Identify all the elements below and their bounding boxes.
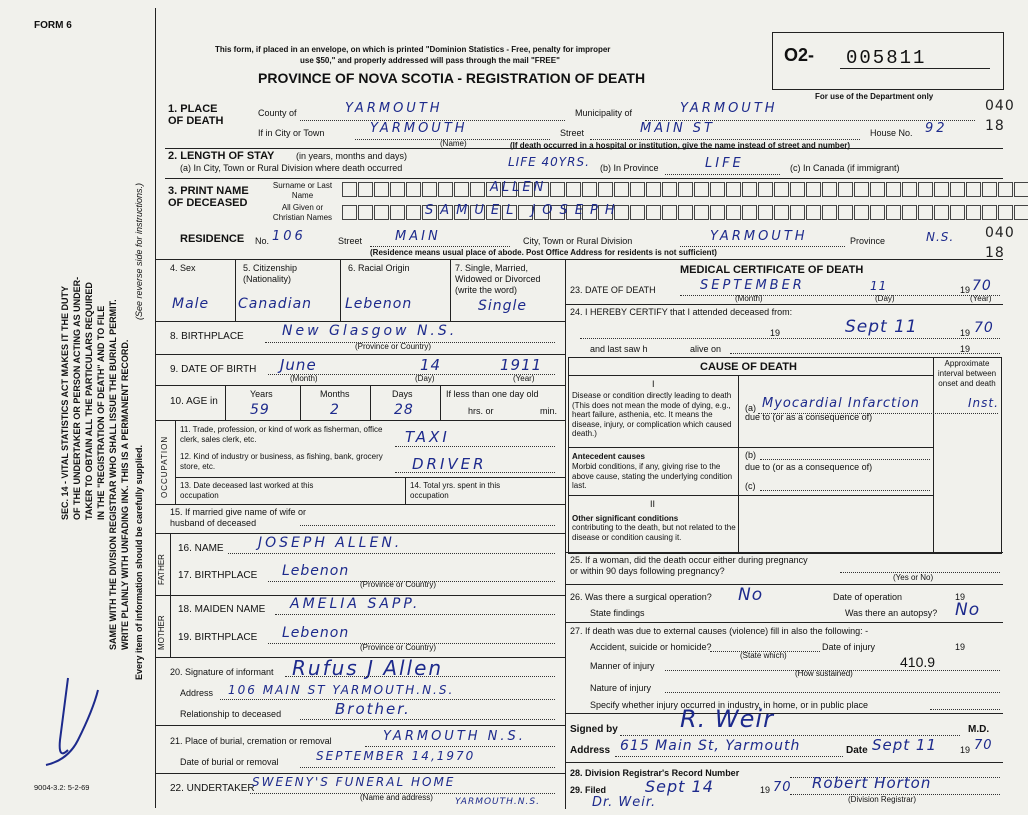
sign-date: Sept 11 — [872, 736, 938, 754]
injury-date-label: Date of injury — [822, 642, 876, 652]
residence-note: (Residence means usual place of abode. Post Office Address for residents is not sufficient) — [370, 248, 717, 257]
reg-number: 005811 — [846, 47, 927, 69]
reg-prefix: O2- — [784, 45, 815, 65]
stay-b-label: (b) In Province — [600, 163, 659, 173]
due-to-2: due to (or as a consequence of) — [745, 462, 873, 472]
op-date-label: Date of operation — [833, 592, 903, 602]
father-name-label: 16. NAME — [178, 543, 224, 554]
grid-v1 — [235, 259, 236, 321]
dept-use: For use of the Department only — [815, 92, 934, 101]
sidebar-line7: Every item of information should be carefully supplied. — [134, 444, 144, 680]
certify-year-prefix: 19 — [770, 328, 781, 338]
occupation-side-rule — [175, 420, 176, 504]
mother-birthplace-label: 19. BIRTHPLACE — [178, 632, 258, 643]
autopsy-label: Was there an autopsy? — [845, 608, 938, 618]
county-value: YARMOUTH — [345, 101, 443, 116]
sidebar-line4: IN THE "REGISTRATION OF DEATH" AND TO FILE — [96, 305, 106, 520]
given-label: All Given or Christian Names — [272, 203, 333, 222]
notice-line2: use $50," and properly addressed will pass through the mail "FREE" — [300, 56, 560, 65]
informant-label: 20. Signature of informant — [170, 667, 274, 677]
rule-25 — [565, 552, 1003, 553]
manner-value: 410.9 — [900, 654, 936, 670]
sex-label: 4. Sex — [170, 263, 196, 273]
citizenship-label: 5. Citizenship (Nationality) — [243, 263, 298, 284]
dob-year-caption: (Year) — [513, 374, 535, 383]
sidebar-line5: SAME WITH THE DIVISION REGISTRAR WHO SHALL ISSUE THE BURIAL PERMIT. — [108, 299, 118, 650]
marital-value: Single — [478, 298, 528, 314]
undertaker-city: YARMOUTH.N.S. — [455, 797, 540, 807]
sidebar-line1: SEC. 14 - VITAL STATISTICS ACT MAKES IT THE DUTY — [60, 285, 70, 520]
days-label: Days — [392, 389, 413, 399]
citizenship-value: Canadian — [238, 296, 313, 312]
mother-side-label: MOTHER — [157, 615, 166, 650]
burial-place-rule — [365, 746, 555, 747]
city-value: YARMOUTH — [370, 121, 468, 136]
province-label: Province — [850, 236, 886, 246]
stay-label: 2. LENGTH OF STAY — [168, 150, 275, 162]
alive-label: alive on — [690, 344, 722, 354]
rule-after-place — [165, 148, 1003, 149]
q26: 26. Was there a surgical operation? — [570, 592, 712, 602]
notice-line1: This form, if placed in an envelope, on which is printed "Dominion Statistics - Free, penalty for improper — [215, 45, 611, 54]
filed-value: Sept 14 — [645, 777, 714, 796]
rule-top-grid — [155, 259, 1003, 260]
spouse-label: 15. If married give name of wife or husband of deceased — [170, 507, 307, 528]
other-desc: contributing to the death, but not related to the disease or condition causing it. — [572, 523, 736, 542]
age-v3 — [370, 385, 371, 420]
house-label: House No. — [870, 128, 913, 138]
cause-h3 — [568, 495, 933, 496]
cause-v2 — [933, 357, 934, 552]
spouse-rule — [300, 525, 555, 526]
informant-rule — [285, 676, 555, 677]
cause-c-rule — [760, 490, 930, 491]
death-month-caption: (Month) — [735, 294, 763, 303]
min-label: min. — [540, 406, 558, 416]
nature-label: Nature of injury — [590, 683, 652, 693]
death-year-caption: (Year) — [970, 294, 992, 303]
cause-a-label: (a) — [745, 403, 756, 413]
specify-label: Specify whether injury occurred in industry, in home, or in public place — [590, 700, 868, 710]
rule-signed — [565, 713, 1003, 714]
certify-label: 24. I HEREBY CERTIFY that I attended deceased from: — [570, 307, 793, 317]
age-v1 — [225, 385, 226, 420]
accident-label: Accident, suicide or homicide? — [590, 642, 712, 652]
industry-label: 12. Kind of industry or business, as fishing, bank, grocery store, etc. — [180, 452, 383, 471]
cause-h1 — [568, 375, 933, 376]
death-date-year: 70 — [972, 278, 992, 294]
death-date-month: SEPTEMBER — [700, 278, 805, 293]
residence-street-rule — [370, 246, 510, 247]
cause-a-value: Myocardial Infarction — [762, 396, 920, 411]
sex-value: Male — [172, 296, 210, 312]
house-value: 92 — [925, 121, 948, 136]
sidebar-line3: TAKER TO OBTAIN ALL THE PARTICULARS REQUIRED — [84, 282, 94, 520]
name-caption: (Name) — [440, 139, 467, 148]
last-saw-label: and last saw h — [590, 344, 648, 354]
autopsy-value: No — [955, 600, 981, 620]
rule-16 — [155, 533, 565, 534]
stay-a-value: LIFE 40YRS. — [508, 155, 590, 169]
interval-label: Approximate interval between onset and death — [937, 359, 997, 388]
rule-11 — [155, 420, 565, 421]
op-year-prefix: 19 — [955, 592, 966, 602]
q26-value: No — [738, 585, 764, 605]
manner-label: Manner of injury — [590, 661, 655, 671]
injury-year-prefix: 19 — [955, 642, 966, 652]
mother-birthplace: Lebenon — [282, 625, 350, 641]
years-label: Years — [250, 389, 273, 399]
md-label: M.D. — [968, 724, 990, 735]
hospital-note: (If death occurred in a hospital or institution, give the name instead of street and number) — [510, 141, 851, 150]
dob-year: 1911 — [500, 356, 543, 374]
sign-year-prefix: 19 — [960, 745, 971, 755]
stay-a-label: (a) In City, Town or Rural Division where death occurred — [180, 163, 403, 173]
signed-label: Signed by — [570, 724, 618, 735]
undertaker-caption: (Name and address) — [360, 793, 433, 802]
attended-year: 70 — [974, 320, 994, 336]
rule-13 — [175, 477, 565, 478]
informant-address-label: Address — [180, 688, 214, 698]
surname-cells — [342, 182, 1028, 197]
residence-city-label: City, Town or Rural Division — [523, 236, 633, 246]
father-birthplace: Lebenon — [282, 563, 350, 579]
street-label: Street — [560, 128, 585, 138]
handwritten-mark — [38, 670, 118, 770]
rule-15 — [155, 504, 565, 505]
rule-8 — [155, 321, 565, 322]
trade-label: 11. Trade, profession, or kind of work as fisherman, office clerk, sales clerk, etc. — [180, 425, 383, 444]
alive-year-prefix: 19 — [960, 344, 971, 354]
column-divider — [565, 259, 566, 809]
grid-v3 — [450, 259, 451, 321]
months-label: Months — [320, 389, 350, 399]
burial-place: YARMOUTH N.S. — [383, 729, 526, 744]
last-worked-label: 13. Date deceased last worked at this occupation — [180, 481, 314, 500]
rule-26 — [565, 584, 1003, 585]
rule-14-v — [405, 477, 406, 504]
occupation-side-label: OCCUPATION — [160, 435, 169, 498]
marital-label: 7. Single, Married, Widowed or Divorced (write the word) — [455, 263, 541, 295]
racial-value: Lebenon — [345, 296, 413, 312]
stay-b-value: LIFE — [705, 156, 744, 171]
address-rule — [615, 756, 843, 757]
q29: 29. Filed — [570, 785, 607, 795]
industry-rule — [395, 472, 555, 473]
antecedent-desc: Morbid conditions, if any, giving rise to the above cause, stating the underlying condition last. — [572, 462, 733, 490]
rule-27 — [565, 622, 1003, 623]
dr-weir: Dr. Weir. — [592, 795, 657, 810]
maiden-rule — [275, 614, 555, 615]
mother-caption: (Province or Country) — [360, 643, 437, 652]
given-value: SAMUEL JOSEPH — [425, 203, 622, 218]
sign-date-label: Date — [846, 745, 868, 756]
roman-2: II — [650, 499, 656, 509]
death-date-day: 11 — [870, 279, 888, 293]
rule-24 — [565, 304, 1003, 305]
rule-28 — [565, 762, 1003, 763]
other-label: Other significant conditions — [572, 514, 679, 523]
industry-value: DRIVER — [412, 455, 487, 473]
relationship-label: Relationship to deceased — [180, 709, 282, 719]
residence-street: MAIN — [395, 229, 441, 244]
city-label: If in City or Town — [258, 128, 325, 138]
specify-rule — [930, 709, 1000, 710]
informant-address: 106 MAIN ST YARMOUTH.N.S. — [228, 683, 455, 697]
father-caption: (Province or Country) — [360, 580, 437, 589]
due-to-1: due to (or as a consequence of) — [745, 412, 873, 422]
street-rule — [590, 139, 860, 140]
reg-number-rule — [840, 68, 990, 69]
dob-month: June — [280, 356, 317, 374]
form-title: PROVINCE OF NOVA SCOTIA - REGISTRATION OF DEATH — [258, 70, 646, 86]
relationship-rule — [300, 719, 555, 720]
q28: 28. Division Registrar's Record Number — [570, 768, 740, 778]
form-number: FORM 6 — [34, 20, 72, 31]
left-margin-rule — [155, 8, 156, 808]
stay-sub: (in years, months and days) — [296, 151, 408, 161]
father-name: JOSEPH ALLEN. — [258, 535, 403, 551]
informant-signature: Rufus J Allen — [292, 656, 444, 680]
certify-rule — [580, 338, 1000, 339]
age-v4 — [440, 385, 441, 420]
residence-city: YARMOUTH — [710, 229, 808, 244]
cause-h2 — [568, 447, 933, 448]
undertaker-label: 22. UNDERTAKER — [170, 783, 255, 794]
cause-v1 — [738, 375, 739, 552]
q25: 25. If a woman, did the death occur either during pregnancy or within 90 days following pregnancy? — [570, 555, 808, 576]
sign-year: 70 — [974, 738, 993, 753]
age-v2 — [300, 385, 301, 420]
address-label: Address — [570, 745, 611, 756]
rule-22 — [155, 773, 565, 774]
surname-value: ALLEN — [490, 180, 547, 195]
antecedent-label: Antecedent causes — [572, 452, 645, 461]
registrar-caption: (Division Registrar) — [848, 795, 917, 804]
cause-c-label: (c) — [745, 481, 756, 491]
less-label: If less than one day old — [446, 389, 539, 399]
print-code: 9004-3.2: 5-2-69 — [34, 783, 90, 792]
death-date-label: 23. DATE OF DEATH — [570, 285, 656, 295]
nature-rule — [665, 692, 1000, 693]
burial-date: SEPTEMBER 14,1970 — [316, 749, 476, 763]
days-value: 28 — [394, 402, 414, 418]
burial-date-rule — [300, 767, 555, 768]
burial-place-label: 21. Place of burial, cremation or removal — [170, 736, 332, 746]
surname-label: Surname or Last Name — [272, 181, 333, 200]
residence-city-rule — [680, 246, 845, 247]
stay-b-rule — [665, 174, 780, 175]
rule-after-stay — [165, 178, 1003, 179]
father-side-label: FATHER — [157, 554, 166, 585]
dept-codes-2: 040 18 — [985, 225, 1015, 261]
filed-year: 70 — [773, 780, 792, 795]
place-label: 1. PLACE OF DEATH — [168, 103, 224, 127]
municipality-value: YARMOUTH — [680, 101, 778, 116]
maiden-value: AMELIA SAPP. — [290, 596, 421, 612]
province-value: N.S. — [926, 230, 955, 244]
county-label: County of — [258, 108, 297, 118]
dob-month-caption: (Month) — [290, 374, 318, 383]
stay-c-label: (c) In Canada (if immigrant) — [790, 163, 900, 173]
age-label: 10. AGE in — [170, 396, 218, 407]
residence-label: RESIDENCE — [180, 233, 245, 245]
attended-to: Sept 11 — [845, 317, 918, 337]
rule-9 — [155, 354, 565, 355]
cause-title: CAUSE OF DEATH — [700, 361, 797, 373]
cause-b-rule — [760, 459, 930, 460]
residence-no-label: No. — [255, 236, 270, 246]
roman-1: I — [652, 379, 655, 389]
sidebar-line8: (See reverse side for instructions.) — [134, 182, 144, 320]
street-value: MAIN ST — [640, 121, 715, 136]
hrs-label: hrs. or — [468, 406, 494, 416]
residence-no: 106 — [272, 229, 306, 244]
attended-year-prefix: 19 — [960, 328, 971, 338]
address-value: 615 Main St, Yarmouth — [620, 738, 801, 754]
cause-a-interval: Inst. — [968, 396, 999, 410]
alive-rule — [730, 353, 1000, 354]
disease-label: Disease or condition directly leading to death (This does not mean the mode of dying, e.g., heart failure, asthenia, etc. It means the disease, injury, or complication which caused death.) — [572, 391, 732, 438]
rule-10 — [155, 385, 565, 386]
dob-day: 14 — [420, 356, 442, 374]
rule-21 — [155, 725, 565, 726]
death-date-rule — [680, 295, 1000, 296]
name-label: 3. PRINT NAME OF DECEASED — [168, 185, 249, 209]
dob-label: 9. DATE OF BIRTH — [170, 364, 257, 375]
total-label: 14. Total yrs. spent in this occupation — [410, 481, 501, 500]
birthplace-label: 8. BIRTHPLACE — [170, 331, 244, 342]
burial-date-label: Date of burial or removal — [180, 757, 279, 767]
yes-no-caption: (Yes or No) — [893, 573, 934, 582]
trade-rule — [395, 446, 555, 447]
relationship-value: Brother. — [335, 700, 411, 718]
findings-label: State findings — [590, 608, 645, 618]
medical-title: MEDICAL CERTIFICATE OF DEATH — [680, 264, 864, 276]
dob-day-caption: (Day) — [415, 374, 435, 383]
residence-street-label: Street — [338, 236, 363, 246]
trade-value: TAXI — [405, 428, 450, 446]
filed-year-prefix: 19 — [760, 785, 771, 795]
sidebar-line2: OF THE UNDERTAKER OR PERSON ACTING AS UNDER- — [72, 276, 82, 520]
state-which: (State which) — [740, 651, 787, 660]
sidebar-line6: WRITE PLAINLY WITH UNFADING INK. THIS IS A PERMANENT RECORD. — [120, 339, 130, 650]
racial-label: 6. Racial Origin — [348, 263, 410, 273]
maiden-label: 18. MAIDEN NAME — [178, 604, 266, 615]
q27: 27. If death was due to external causes (violence) fill in also the following: - — [570, 626, 869, 636]
dept-codes-1: 040 18 — [985, 98, 1015, 134]
birthplace-caption: (Province or Country) — [355, 342, 432, 351]
how-sustained: (How sustained) — [795, 669, 853, 678]
father-name-rule — [228, 553, 555, 554]
death-year-prefix: 19 — [960, 285, 971, 295]
undertaker-value: SWEENY'S FUNERAL HOME — [252, 775, 456, 789]
signed-value: R. Weir — [680, 705, 774, 733]
grid-v2 — [340, 259, 341, 321]
father-birthplace-label: 17. BIRTHPLACE — [178, 570, 258, 581]
municipality-label: Municipality of — [575, 108, 633, 118]
birthplace-value: New Glasgow N.S. — [282, 323, 458, 339]
death-day-caption: (Day) — [875, 294, 895, 303]
father-side-rule — [170, 533, 171, 595]
cause-b-label: (b) — [745, 450, 756, 460]
months-value: 2 — [330, 402, 340, 418]
registrar-signature: Robert Horton — [812, 774, 932, 792]
years-value: 59 — [250, 402, 270, 418]
mother-side-rule — [170, 595, 171, 657]
